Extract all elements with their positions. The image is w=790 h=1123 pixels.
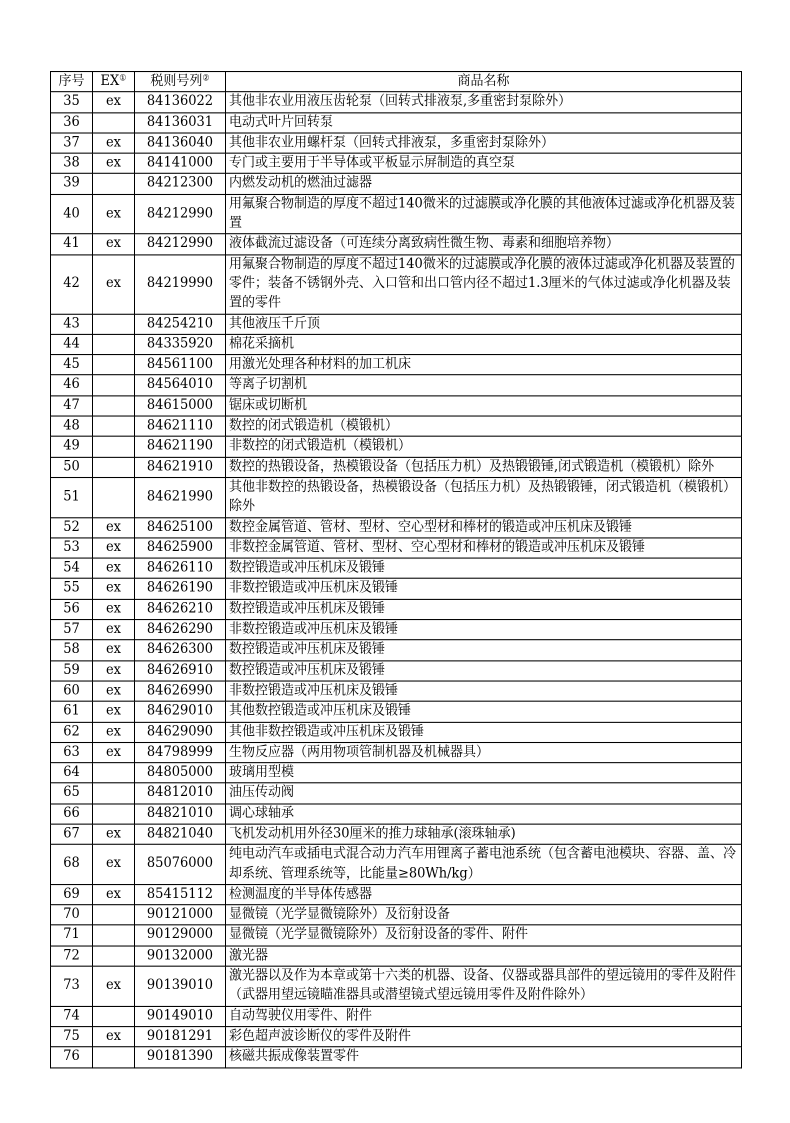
table-row: [51, 538, 742, 558]
row-tariff-code: 84621110: [135, 416, 226, 436]
row-ex-marker: [93, 314, 135, 334]
tariff-table: [50, 71, 742, 1068]
row-serial-number: 68: [51, 845, 93, 885]
table-row: [51, 620, 742, 640]
row-tariff-code: 84626990: [135, 681, 226, 701]
row-ex-marker: ex: [93, 884, 135, 904]
row-ex-marker: ex: [93, 234, 135, 254]
row-product-name: 玻璃用型模: [226, 763, 742, 783]
row-product-name: 内燃发动机的燃油过滤器: [226, 174, 742, 194]
row-serial-number: 76: [51, 1047, 93, 1067]
row-product-name: 彩色超声波诊断仪的零件及附件: [226, 1027, 742, 1047]
row-product-name: 油压传动阀: [226, 783, 742, 803]
row-ex-marker: ex: [93, 824, 135, 844]
row-serial-number: 42: [51, 255, 93, 314]
table-row: [51, 375, 742, 395]
table-row: [51, 133, 742, 153]
table-row: [51, 457, 742, 477]
row-product-name: 用氟聚合物制造的厚度不超过140微米的过滤膜或净化膜的其他液体过滤或净化机器及装置: [226, 194, 742, 234]
table-body: [51, 92, 742, 1067]
table-row: [51, 884, 742, 904]
header-product-name: 商品名称: [226, 72, 742, 92]
row-tariff-code: 84212990: [135, 234, 226, 254]
row-tariff-code: 84629010: [135, 701, 226, 721]
row-tariff-code: 84136031: [135, 112, 226, 132]
row-tariff-code: 84798999: [135, 742, 226, 762]
table-row: [51, 437, 742, 457]
row-tariff-code: 90149010: [135, 1006, 226, 1026]
row-ex-marker: [93, 477, 135, 517]
header-tariff-code: [135, 72, 226, 92]
table-row: [51, 701, 742, 721]
table-row: [51, 966, 742, 1006]
row-tariff-code: 84812010: [135, 783, 226, 803]
row-product-name: 其他非数控锻造或冲压机床及锻锤: [226, 722, 742, 742]
row-ex-marker: ex: [93, 681, 135, 701]
row-product-name: 数控锻造或冲压机床及锻锤: [226, 640, 742, 660]
row-product-name: 调心球轴承: [226, 804, 742, 824]
row-product-name: 数控锻造或冲压机床及锻锤: [226, 660, 742, 680]
table-row: [51, 314, 742, 334]
table-row: [51, 153, 742, 173]
row-product-name: 等离子切割机: [226, 375, 742, 395]
table-header-row: [51, 72, 742, 92]
row-ex-marker: [93, 416, 135, 436]
row-tariff-code: 84254210: [135, 314, 226, 334]
row-product-name: 非数控的闭式锻造机（模锻机）: [226, 437, 742, 457]
row-serial-number: 44: [51, 334, 93, 354]
row-ex-marker: [93, 396, 135, 416]
row-tariff-code: 84821040: [135, 824, 226, 844]
row-product-name: 非数控锻造或冲压机床及锻锤: [226, 579, 742, 599]
row-tariff-code: 84561100: [135, 355, 226, 375]
row-ex-marker: ex: [93, 538, 135, 558]
row-product-name: 检测温度的半导体传感器: [226, 884, 742, 904]
row-tariff-code: 90129000: [135, 925, 226, 945]
row-serial-number: 35: [51, 92, 93, 112]
row-serial-number: 63: [51, 742, 93, 762]
row-ex-marker: ex: [93, 845, 135, 885]
row-serial-number: 50: [51, 457, 93, 477]
row-ex-marker: ex: [93, 966, 135, 1006]
row-serial-number: 40: [51, 194, 93, 234]
row-tariff-code: 84564010: [135, 375, 226, 395]
row-tariff-code: 84626110: [135, 558, 226, 578]
table-row: [51, 681, 742, 701]
header-tariff-code-footnote: ②: [202, 73, 210, 83]
row-product-name: 非数控锻造或冲压机床及锻锤: [226, 681, 742, 701]
row-tariff-code: 84219990: [135, 255, 226, 314]
row-serial-number: 75: [51, 1027, 93, 1047]
row-ex-marker: ex: [93, 640, 135, 660]
row-ex-marker: [93, 1006, 135, 1026]
table-row: [51, 1047, 742, 1067]
row-tariff-code: 90132000: [135, 946, 226, 966]
row-serial-number: 54: [51, 558, 93, 578]
row-ex-marker: [93, 457, 135, 477]
table-row: [51, 640, 742, 660]
row-product-name: 数控锻造或冲压机床及锻锤: [226, 599, 742, 619]
row-product-name: 生物反应器（两用物项管制机器及机械器具）: [226, 742, 742, 762]
row-serial-number: 49: [51, 437, 93, 457]
row-tariff-code: 90139010: [135, 966, 226, 1006]
row-ex-marker: [93, 946, 135, 966]
row-serial-number: 55: [51, 579, 93, 599]
row-serial-number: 53: [51, 538, 93, 558]
row-product-name: 其他液压千斤顶: [226, 314, 742, 334]
row-tariff-code: 84136022: [135, 92, 226, 112]
row-ex-marker: ex: [93, 1027, 135, 1047]
row-tariff-code: 84626190: [135, 579, 226, 599]
row-serial-number: 43: [51, 314, 93, 334]
row-serial-number: 39: [51, 174, 93, 194]
header-serial-number: 序号: [51, 72, 93, 92]
table-row: [51, 905, 742, 925]
row-serial-number: 72: [51, 946, 93, 966]
row-serial-number: 64: [51, 763, 93, 783]
row-ex-marker: [93, 355, 135, 375]
row-ex-marker: [93, 437, 135, 457]
row-ex-marker: [93, 174, 135, 194]
row-tariff-code: 84626910: [135, 660, 226, 680]
row-serial-number: 71: [51, 925, 93, 945]
table-row: [51, 194, 742, 234]
row-ex-marker: ex: [93, 742, 135, 762]
row-product-name: 电动式叶片回转泵: [226, 112, 742, 132]
row-serial-number: 46: [51, 375, 93, 395]
table-row: [51, 416, 742, 436]
table-row: [51, 255, 742, 314]
row-serial-number: 57: [51, 620, 93, 640]
row-tariff-code: 84621190: [135, 437, 226, 457]
header-ex-label: EX: [100, 73, 120, 90]
row-tariff-code: 85415112: [135, 884, 226, 904]
row-product-name: 专门或主要用于半导体或平板显示屏制造的真空泵: [226, 153, 742, 173]
row-ex-marker: ex: [93, 153, 135, 173]
row-serial-number: 58: [51, 640, 93, 660]
row-serial-number: 59: [51, 660, 93, 680]
row-ex-marker: [93, 1047, 135, 1067]
row-ex-marker: ex: [93, 660, 135, 680]
table-row: [51, 579, 742, 599]
header-ex-footnote: ①: [119, 73, 127, 83]
row-tariff-code: 84821010: [135, 804, 226, 824]
row-tariff-code: 84626210: [135, 599, 226, 619]
table-row: [51, 763, 742, 783]
table-row: [51, 517, 742, 537]
header-ex: [93, 72, 135, 92]
table-row: [51, 1027, 742, 1047]
row-serial-number: 52: [51, 517, 93, 537]
row-tariff-code: 84625100: [135, 517, 226, 537]
row-serial-number: 74: [51, 1006, 93, 1026]
table-row: [51, 925, 742, 945]
row-serial-number: 37: [51, 133, 93, 153]
table-row: [51, 946, 742, 966]
row-ex-marker: ex: [93, 194, 135, 234]
row-product-name: 液体截流过滤设备（可连续分离致病性微生物、毒素和细胞培养物）: [226, 234, 742, 254]
table-row: [51, 804, 742, 824]
row-product-name: 自动驾驶仪用零件、附件: [226, 1006, 742, 1026]
row-tariff-code: 90181390: [135, 1047, 226, 1067]
row-tariff-code: 85076000: [135, 845, 226, 885]
table-row: [51, 599, 742, 619]
row-ex-marker: ex: [93, 255, 135, 314]
row-ex-marker: ex: [93, 558, 135, 578]
row-product-name: 锯床或切断机: [226, 396, 742, 416]
table-row: [51, 396, 742, 416]
row-serial-number: 38: [51, 153, 93, 173]
table-row: [51, 477, 742, 517]
row-product-name: 其他非数控的热锻设备，热模锻设备（包括压力机）及热锻锻锤，闭式锻造机（模锻机）除外: [226, 477, 742, 517]
row-product-name: 其他非农业用液压齿轮泵（回转式排液泵,多重密封泵除外）: [226, 92, 742, 112]
header-tariff-code-label: 税则号列: [150, 73, 203, 90]
row-tariff-code: 84626290: [135, 620, 226, 640]
row-serial-number: 56: [51, 599, 93, 619]
row-ex-marker: ex: [93, 599, 135, 619]
row-ex-marker: [93, 783, 135, 803]
row-product-name: 显微镜（光学显微镜除外）及衍射设备: [226, 905, 742, 925]
row-serial-number: 47: [51, 396, 93, 416]
row-serial-number: 51: [51, 477, 93, 517]
row-product-name: 非数控金属管道、管材、型材、空心型材和棒材的锻造或冲压机床及锻锤: [226, 538, 742, 558]
row-ex-marker: [93, 905, 135, 925]
row-ex-marker: ex: [93, 620, 135, 640]
row-product-name: 纯电动汽车或插电式混合动力汽车用锂离子蓄电池系统（包含蓄电池模块、容器、盖、冷却系统、管理系统等，比能量≥80Wh/kg）: [226, 845, 742, 885]
row-product-name: 数控锻造或冲压机床及锻锤: [226, 558, 742, 578]
table-row: [51, 824, 742, 844]
row-tariff-code: 84136040: [135, 133, 226, 153]
row-serial-number: 36: [51, 112, 93, 132]
row-product-name: 棉花采摘机: [226, 334, 742, 354]
row-product-name: 非数控锻造或冲压机床及锻锤: [226, 620, 742, 640]
row-ex-marker: ex: [93, 722, 135, 742]
row-tariff-code: 90121000: [135, 905, 226, 925]
row-tariff-code: 84141000: [135, 153, 226, 173]
row-product-name: 数控的热锻设备，热模锻设备（包括压力机）及热锻锻锤,闭式锻造机（模锻机）除外: [226, 457, 742, 477]
table-row: [51, 174, 742, 194]
table-row: [51, 742, 742, 762]
row-ex-marker: ex: [93, 92, 135, 112]
row-product-name: 数控金属管道、管材、型材、空心型材和棒材的锻造或冲压机床及锻锤: [226, 517, 742, 537]
row-serial-number: 41: [51, 234, 93, 254]
row-tariff-code: 84212300: [135, 174, 226, 194]
row-ex-marker: [93, 804, 135, 824]
row-product-name: 显微镜（光学显微镜除外）及衍射设备的零件、附件: [226, 925, 742, 945]
row-tariff-code: 84212990: [135, 194, 226, 234]
row-product-name: 飞机发动机用外径30厘米的推力球轴承(滚珠轴承): [226, 824, 742, 844]
row-serial-number: 62: [51, 722, 93, 742]
row-tariff-code: 90181291: [135, 1027, 226, 1047]
row-ex-marker: [93, 763, 135, 783]
row-ex-marker: ex: [93, 701, 135, 721]
row-ex-marker: ex: [93, 517, 135, 537]
row-tariff-code: 84629090: [135, 722, 226, 742]
row-serial-number: 60: [51, 681, 93, 701]
row-product-name: 用氟聚合物制造的厚度不超过140微米的过滤膜或净化膜的液体过滤或净化机器及装置的零件；装备不锈钢外壳、入口管和出口管内径不超过1.3厘米的气体过滤或净化机器及装置的零件: [226, 255, 742, 314]
row-ex-marker: [93, 334, 135, 354]
row-serial-number: 48: [51, 416, 93, 436]
table-row: [51, 234, 742, 254]
table-row: [51, 355, 742, 375]
row-tariff-code: 84621990: [135, 477, 226, 517]
row-serial-number: 69: [51, 884, 93, 904]
row-ex-marker: [93, 925, 135, 945]
row-tariff-code: 84615000: [135, 396, 226, 416]
row-product-name: 激光器: [226, 946, 742, 966]
table-row: [51, 334, 742, 354]
table-row: [51, 112, 742, 132]
row-tariff-code: 84626300: [135, 640, 226, 660]
row-product-name: 核磁共振成像装置零件: [226, 1047, 742, 1067]
row-product-name: 用激光处理各种材料的加工机床: [226, 355, 742, 375]
table-row: [51, 722, 742, 742]
row-serial-number: 73: [51, 966, 93, 1006]
table-row: [51, 660, 742, 680]
row-serial-number: 66: [51, 804, 93, 824]
row-product-name: 激光器以及作为本章或第十六类的机器、设备、仪器或器具部件的望远镜用的零件及附件（武器用望远镜瞄准器具或潜望镜式望远镜用零件及附件除外）: [226, 966, 742, 1006]
row-ex-marker: [93, 375, 135, 395]
row-tariff-code: 84335920: [135, 334, 226, 354]
row-ex-marker: ex: [93, 133, 135, 153]
table-row: [51, 845, 742, 885]
row-serial-number: 67: [51, 824, 93, 844]
row-tariff-code: 84625900: [135, 538, 226, 558]
row-serial-number: 61: [51, 701, 93, 721]
row-product-name: 其他非农业用螺杆泵（回转式排液泵，多重密封泵除外）: [226, 133, 742, 153]
row-ex-marker: [93, 112, 135, 132]
table-row: [51, 1006, 742, 1026]
table-row: [51, 558, 742, 578]
row-product-name: 数控的闭式锻造机（模锻机）: [226, 416, 742, 436]
row-serial-number: 45: [51, 355, 93, 375]
row-serial-number: 70: [51, 905, 93, 925]
row-tariff-code: 84621910: [135, 457, 226, 477]
table-row: [51, 783, 742, 803]
row-ex-marker: ex: [93, 579, 135, 599]
row-tariff-code: 84805000: [135, 763, 226, 783]
table-row: [51, 92, 742, 112]
row-serial-number: 65: [51, 783, 93, 803]
row-product-name: 其他数控锻造或冲压机床及锻锤: [226, 701, 742, 721]
